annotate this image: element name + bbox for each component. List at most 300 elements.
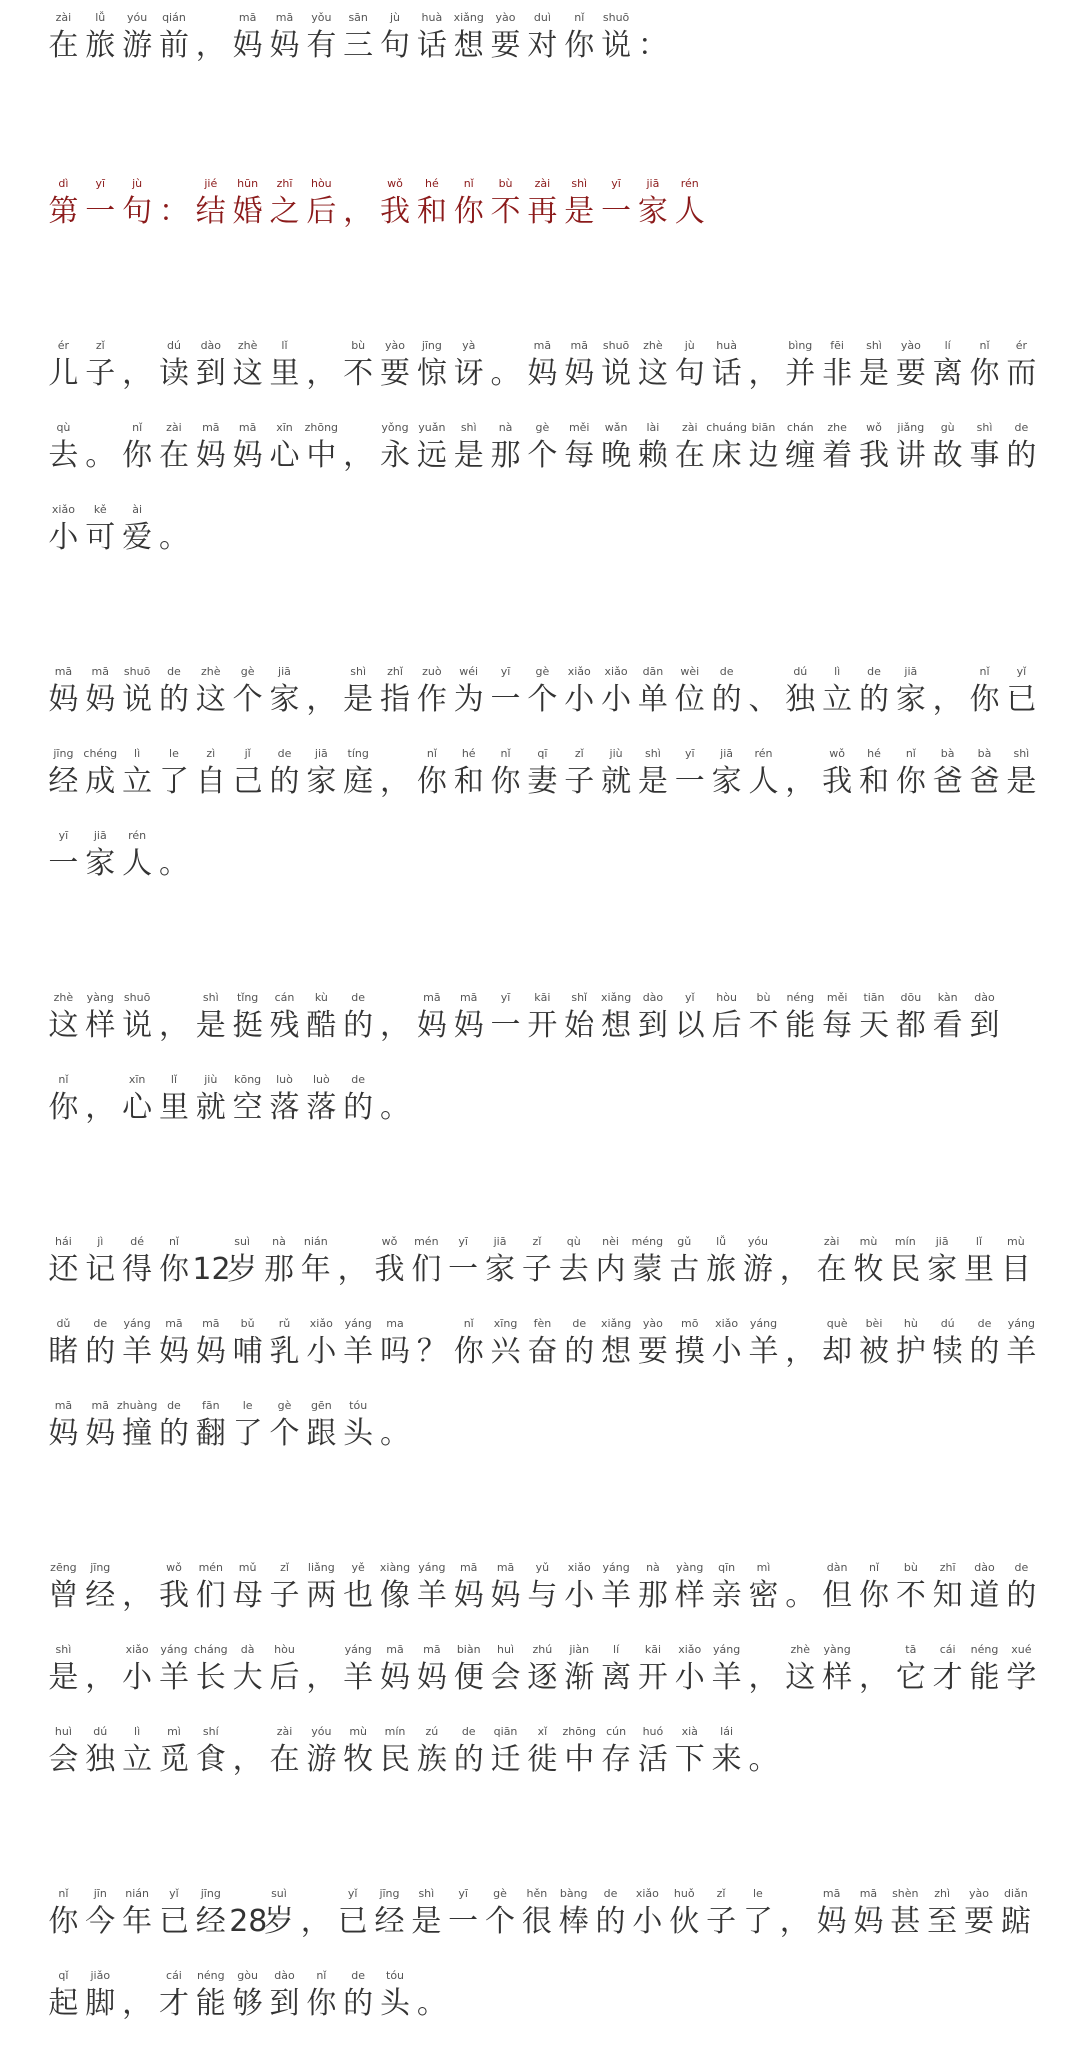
pinyin-annotation: xīn [128, 1073, 146, 1086]
pinyin-annotation: xiǎo [51, 503, 75, 516]
pinyin-annotation: zhì [934, 1887, 951, 1900]
hanzi-char: 子 zǐ [266, 1576, 303, 1616]
pinyin-annotation: nǐ [426, 747, 437, 760]
pinyin-annotation: méng [631, 1235, 664, 1248]
pinyin-annotation: lì [134, 1725, 141, 1738]
hanzi-char: 。 [158, 846, 189, 881]
pinyin-annotation: dú [166, 339, 181, 352]
pinyin-annotation: lì [134, 747, 141, 760]
hanzi-char: 就 jiù [192, 1088, 229, 1128]
hanzi-char: 很 hěn [518, 1902, 555, 1942]
hanzi-char: 位 wèi [671, 680, 708, 720]
hanzi-char: 。 [85, 438, 116, 473]
hanzi-char: 后 hòu [708, 1006, 745, 1046]
hanzi-char: 存 cún [598, 1740, 635, 1780]
hanzi-char: 是 shì [450, 436, 487, 476]
pinyin-annotation: de [603, 1887, 618, 1900]
pinyin-annotation: shì [1013, 747, 1030, 760]
pinyin-annotation: yáng [418, 1561, 446, 1574]
pinyin-annotation: lǐ [975, 1235, 983, 1248]
hanzi-char: 妈 mā [192, 1332, 229, 1372]
pinyin-annotation: mā [459, 991, 478, 1004]
pinyin-annotation: xīn [276, 421, 293, 434]
pinyin-annotation: kě [93, 503, 107, 516]
article-body [45, 10, 1040, 2050]
pinyin-annotation: yào [968, 1887, 989, 1900]
hanzi-char: 妈 mā [377, 1658, 414, 1698]
pinyin-annotation: jiàn [569, 1643, 590, 1656]
hanzi-char: 羊 yáng [340, 1658, 377, 1698]
hanzi-char: 经 jīng [82, 1576, 119, 1616]
hanzi-char: 庭 tíng [340, 762, 377, 802]
hanzi-char: 床 chuáng [708, 436, 745, 476]
hanzi-char: 一 yī [82, 192, 119, 232]
text-line [45, 10, 1040, 92]
pinyin-annotation: xiǎo [125, 1643, 149, 1656]
pinyin-annotation: xiǎo [604, 665, 628, 678]
hanzi-char: 目 mù [997, 1250, 1034, 1290]
hanzi-char: 睹 dǔ [45, 1332, 82, 1372]
hanzi-char: 在 zài [813, 1250, 850, 1290]
hanzi-char: 记 jì [82, 1250, 119, 1290]
pinyin-annotation: mā [533, 339, 552, 352]
hanzi-char: 要 yào [961, 1902, 998, 1942]
hanzi-char: 。 [490, 356, 521, 391]
hanzi-char: 我 wǒ [371, 1250, 408, 1290]
hanzi-char: 翻 fān [192, 1414, 229, 1454]
text-line [45, 664, 1040, 746]
pinyin-annotation: yǐ [347, 1887, 358, 1900]
pinyin-annotation: biān [751, 421, 776, 434]
hanzi-char: 妈 mā [229, 436, 266, 476]
pinyin-annotation: yī [458, 1235, 468, 1248]
hanzi-char: 家 jiā [924, 1250, 961, 1290]
hanzi-char: 中 zhōng [303, 436, 340, 476]
pinyin-annotation: xiǎo [715, 1317, 739, 1330]
hanzi-char: 家 jiā [266, 680, 303, 720]
hanzi-char: 独 dú [782, 680, 819, 720]
pinyin-annotation: kōng [234, 1073, 262, 1086]
hanzi-char: 羊 yáng [119, 1332, 156, 1372]
hanzi-char: 是 shì [856, 354, 893, 394]
pinyin-annotation: nǐ [905, 747, 916, 760]
hanzi-char: 缠 chán [782, 436, 819, 476]
pinyin-annotation: jiā [646, 177, 660, 190]
pinyin-annotation: jiā [314, 747, 328, 760]
pinyin-annotation: rén [680, 177, 699, 190]
hanzi-char: 人 rén [671, 192, 708, 232]
pinyin-annotation: mā [54, 1399, 73, 1412]
hanzi-char: 立 lì [119, 1740, 156, 1780]
pinyin-annotation: lǐ [281, 339, 288, 352]
hanzi-char: 对 duì [524, 26, 561, 66]
pinyin-annotation: dà [240, 1643, 255, 1656]
hanzi-char: ， [158, 1008, 189, 1043]
hanzi-char: 民 mín [377, 1740, 414, 1780]
pinyin-annotation: lí [613, 1643, 620, 1656]
pinyin-annotation: zhe [827, 421, 847, 434]
hanzi-char: 成 chéng [82, 762, 119, 802]
hanzi-char: 年 nián [119, 1902, 156, 1942]
pinyin-annotation: lái [720, 1725, 734, 1738]
pinyin-annotation: zhuàng [116, 1399, 158, 1412]
pinyin-annotation: mì [756, 1561, 771, 1574]
pinyin-annotation: nǐ [979, 665, 990, 678]
hanzi-char: 句 jù [377, 26, 414, 66]
hanzi-char: 爸 bà [966, 762, 1003, 802]
pinyin-annotation: kù [314, 991, 328, 1004]
hanzi-char: 经 jīng [45, 762, 82, 802]
hanzi-char: 始 shǐ [561, 1006, 598, 1046]
hanzi-char: 两 liǎng [303, 1576, 340, 1616]
pinyin-annotation: lí [944, 339, 951, 352]
hanzi-char: 了 le [740, 1902, 777, 1942]
pinyin-annotation: tóu [386, 1969, 405, 1982]
pinyin-annotation: shí [202, 1725, 219, 1738]
hanzi-char: 里 lǐ [156, 1088, 193, 1128]
hanzi-char: 的 de [592, 1902, 629, 1942]
pinyin-annotation: dào [642, 991, 664, 1004]
pinyin-annotation: tiān [863, 991, 885, 1004]
hanzi-char: 母 mǔ [229, 1576, 266, 1616]
pinyin-annotation: jiā [278, 665, 291, 678]
pinyin-annotation: yī [500, 991, 511, 1004]
pinyin-annotation: rén [754, 747, 773, 760]
pinyin-annotation: wéi [459, 665, 479, 678]
pinyin-annotation: zǐ [532, 1235, 542, 1248]
hanzi-char: 渐 jiàn [561, 1658, 598, 1698]
hanzi-char: 话 huà [413, 26, 450, 66]
hanzi-char: 为 wéi [450, 680, 487, 720]
pinyin-annotation: dào [974, 991, 995, 1004]
hanzi-char: 家 jiā [303, 762, 340, 802]
pinyin-annotation: biàn [456, 1643, 481, 1656]
hanzi-char: ， [300, 1904, 331, 1939]
pinyin-annotation: shèn [892, 1887, 919, 1900]
pinyin-annotation: zǐ [716, 1887, 726, 1900]
pinyin-annotation: tíng [347, 747, 369, 760]
hanzi-char: 想 xiǎng [450, 26, 487, 66]
hanzi-char: 中 zhōng [561, 1740, 598, 1780]
pinyin-annotation: nà [498, 421, 513, 434]
pinyin-annotation: jiù [609, 747, 623, 760]
hanzi-char: 的 de [340, 1984, 377, 2024]
pinyin-annotation: hěn [526, 1887, 548, 1900]
pinyin-annotation: wǒ [866, 421, 882, 434]
pinyin-annotation: ma [386, 1317, 404, 1330]
pinyin-annotation: wǎn [604, 421, 628, 434]
hanzi-char: 经 jīng [192, 1902, 229, 1942]
pinyin-annotation: mā [202, 1317, 220, 1330]
pinyin-annotation: bù [351, 339, 366, 352]
hanzi-char: 你 nǐ [45, 1088, 82, 1128]
pinyin-annotation: chán [786, 421, 814, 434]
hanzi-char: 一 yī [598, 192, 635, 232]
pinyin-annotation: wǒ [829, 747, 845, 760]
pinyin-annotation: bìng [788, 339, 813, 352]
pinyin-annotation: jù [684, 339, 695, 352]
hanzi-char: 们 mén [192, 1576, 229, 1616]
pinyin-annotation: luò [312, 1073, 330, 1086]
hanzi-char: 心 xīn [266, 436, 303, 476]
hanzi-char: 羊 yáng [1003, 1332, 1040, 1372]
hanzi-char: 到 dào [635, 1006, 672, 1046]
hanzi-char: ， [748, 356, 779, 391]
hanzi-char: 爱 ài [119, 518, 156, 558]
pinyin-annotation: kàn [937, 991, 958, 1004]
pinyin-annotation: de [277, 747, 292, 760]
hanzi-char: 是 shì [340, 680, 377, 720]
pinyin-annotation: lǚ [716, 1235, 727, 1248]
pinyin-annotation: ài [132, 503, 142, 516]
hanzi-char: 旅 lǚ [703, 1250, 740, 1290]
pinyin-annotation: hòu [716, 991, 737, 1004]
hanzi-char: 说 shuō [119, 1006, 156, 1046]
hanzi-char: 妈 mā [45, 1414, 82, 1454]
hanzi-char: ， [858, 1660, 889, 1695]
pinyin-annotation: yī [458, 1887, 468, 1900]
hanzi-char: 的 de [156, 680, 193, 720]
hanzi-char: 妈 mā [450, 1006, 487, 1046]
hanzi-char: 在 zài [671, 436, 708, 476]
hanzi-char: 牧 mù [340, 1740, 377, 1780]
text-line [45, 1642, 1040, 1724]
pinyin-annotation: mā [423, 1643, 441, 1656]
pinyin-annotation: jīng [421, 339, 442, 352]
hanzi-char: 家 jiā [82, 844, 119, 884]
text-line [45, 1560, 1040, 1642]
hanzi-char: 你 nǐ [561, 26, 598, 66]
pinyin-annotation: mā [165, 1317, 183, 1330]
pinyin-annotation: shì [460, 421, 477, 434]
pinyin-annotation: hé [461, 747, 476, 760]
pinyin-annotation: yàng [676, 1561, 704, 1574]
hanzi-char: 便 biàn [450, 1658, 487, 1698]
hanzi-char: 道 dào [966, 1576, 1003, 1616]
hanzi-char: 不 bù [487, 192, 524, 232]
pinyin-annotation: shì [55, 1643, 72, 1656]
pinyin-annotation: ér [57, 339, 70, 352]
hanzi-char: ， [779, 1252, 810, 1287]
hanzi-char: 妈 mā [813, 1902, 850, 1942]
hanzi-char: 在 zài [266, 1740, 303, 1780]
hanzi-char: ， [306, 356, 337, 391]
pinyin-annotation: xiǎo [309, 1317, 333, 1330]
pinyin-annotation: měi [826, 991, 848, 1004]
hanzi-char: 小 xiǎo [671, 1658, 708, 1698]
pinyin-annotation: mā [386, 1643, 404, 1656]
hanzi-char: 在 zài [156, 436, 193, 476]
pinyin-annotation: de [977, 1317, 992, 1330]
pinyin-annotation: gǔ [677, 1235, 692, 1248]
hanzi-char: 犊 dú [929, 1332, 966, 1372]
hanzi-char: 。 [380, 1416, 411, 1451]
pinyin-annotation: cháng [193, 1643, 228, 1656]
body-paragraph [45, 338, 1040, 584]
hanzi-char: 护 hù [892, 1332, 929, 1372]
pinyin-annotation: xiǎo [567, 1561, 591, 1574]
hanzi-char: 妈 mā [82, 680, 119, 720]
hanzi-char: 第 dì [45, 192, 82, 232]
pinyin-annotation: suì [271, 1887, 287, 1900]
hanzi-char: 样 yàng [671, 1576, 708, 1616]
text-line [45, 420, 1040, 502]
hanzi-char: 也 yě [340, 1576, 377, 1616]
pinyin-annotation: xué [1011, 1643, 1032, 1656]
pinyin-annotation: mā [238, 11, 257, 24]
hanzi-char: 酷 kù [303, 1006, 340, 1046]
hanzi-char: 活 huó [635, 1740, 672, 1780]
hanzi-char: ， [306, 1660, 337, 1695]
pinyin-annotation: néng [786, 991, 815, 1004]
pinyin-annotation: xǐ [537, 1725, 548, 1738]
hanzi-char: 开 kāi [524, 1006, 561, 1046]
pinyin-annotation: bù [756, 991, 771, 1004]
hanzi-char: 却 què [819, 1332, 856, 1372]
hanzi-char: 一 yī [671, 762, 708, 802]
hanzi-char: 脚 jiǎo [82, 1984, 119, 2024]
pinyin-annotation: nà [272, 1235, 286, 1248]
pinyin-annotation: luò [276, 1073, 293, 1086]
hanzi-char: 羊 yáng [413, 1576, 450, 1616]
pinyin-annotation: xiǎng [600, 991, 632, 1004]
pinyin-annotation: wǒ [381, 1235, 398, 1248]
hanzi-char: 立 lì [819, 680, 856, 720]
hanzi-char: 离 lí [929, 354, 966, 394]
pinyin-annotation: shǐ [571, 991, 588, 1004]
hanzi-char: ， [85, 1660, 116, 1695]
text-line [45, 1072, 1040, 1154]
hanzi-char: 头 tóu [340, 1414, 377, 1454]
hanzi-char: 游 yóu [303, 1740, 340, 1780]
hanzi-char: 你 nǐ [450, 1332, 487, 1372]
hanzi-char: 说 shuō [119, 680, 156, 720]
text-line [45, 1968, 1040, 2050]
hanzi-char: ， [380, 764, 411, 799]
pinyin-annotation: nián [125, 1887, 149, 1900]
hanzi-char: 开 kāi [635, 1658, 672, 1698]
hanzi-char: 羊 yáng [156, 1658, 193, 1698]
hanzi-char: ： [158, 194, 189, 229]
hanzi-char: 里 lǐ [961, 1250, 998, 1290]
pinyin-annotation: jiā [720, 747, 734, 760]
pinyin-annotation: jì [97, 1235, 104, 1248]
pinyin-annotation: lǐ [170, 1073, 178, 1086]
hanzi-char: 的 de [156, 1414, 193, 1454]
hanzi-char: 岁 suì [261, 1902, 298, 1942]
hanzi-char: 想 xiǎng [598, 1006, 635, 1046]
hanzi-char: ， [785, 764, 816, 799]
pinyin-annotation: shuō [123, 991, 151, 1004]
pinyin-annotation: dì [58, 177, 69, 190]
hanzi-char: 再 zài [524, 192, 561, 232]
pinyin-annotation: shuō [602, 11, 630, 24]
pinyin-annotation: huà [716, 339, 737, 352]
pinyin-annotation: nǐ [58, 1887, 69, 1900]
hanzi-char: ： [637, 28, 668, 63]
hanzi-char: 乳 rǔ [266, 1332, 303, 1372]
pinyin-annotation: dú [940, 1317, 955, 1330]
pinyin-annotation: yáng [123, 1317, 151, 1330]
hanzi-char: 我 wǒ [819, 762, 856, 802]
pinyin-annotation: jiā [93, 829, 107, 842]
pinyin-annotation: qiān [493, 1725, 518, 1738]
hanzi-char: 讲 jiǎng [892, 436, 929, 476]
hanzi-char: 子 zǐ [561, 762, 598, 802]
pinyin-annotation: de [351, 991, 366, 1004]
hanzi-char: 徙 xǐ [524, 1740, 561, 1780]
hanzi-char: 妈 mā [45, 680, 82, 720]
hanzi-char: ， [380, 1008, 411, 1043]
pinyin-annotation: zēng [50, 1561, 77, 1574]
hanzi-char: 单 dān [635, 680, 672, 720]
pinyin-annotation: xià [681, 1725, 698, 1738]
hanzi-char: 你 nǐ [45, 1902, 82, 1942]
hanzi-char: ， [122, 356, 153, 391]
hanzi-char: 游 yóu [740, 1250, 777, 1290]
text-line [45, 1316, 1040, 1398]
hanzi-char: 事 shì [966, 436, 1003, 476]
pinyin-annotation: le [753, 1887, 763, 1900]
hanzi-char: 族 zú [413, 1740, 450, 1780]
pinyin-annotation: mā [91, 1399, 109, 1412]
hanzi-char: 妈 mā [450, 1576, 487, 1616]
pinyin-annotation: dú [93, 1725, 108, 1738]
pinyin-annotation: yàng [823, 1643, 851, 1656]
pinyin-annotation: mā [202, 421, 220, 434]
hanzi-char: ， [195, 28, 226, 63]
pinyin-annotation: nèi [602, 1235, 619, 1248]
hanzi-char: 游 yóu [119, 26, 156, 66]
pinyin-annotation: qù [56, 421, 71, 434]
hanzi-char: ， [232, 1742, 263, 1777]
hanzi-char: 句 jù [119, 192, 156, 232]
pinyin-annotation: yào [900, 339, 921, 352]
pinyin-annotation: kāi [644, 1643, 661, 1656]
hanzi-char: 才 cái [156, 1984, 193, 2024]
pinyin-annotation: kāi [534, 991, 551, 1004]
pinyin-annotation: nǐ [58, 1073, 69, 1086]
hanzi-char: 逐 zhú [524, 1658, 561, 1698]
pinyin-annotation: xiǎng [600, 1317, 632, 1330]
text-line [45, 338, 1040, 420]
pinyin-annotation: yuǎn [418, 421, 446, 434]
hanzi-char: 曾 zēng [45, 1576, 82, 1616]
pinyin-annotation: yǒu [311, 11, 332, 24]
hanzi-char: 奋 fèn [524, 1332, 561, 1372]
pinyin-annotation: yǔ [535, 1561, 550, 1574]
hanzi-char: 你 nǐ [413, 762, 450, 802]
hanzi-char: 儿 ér [45, 354, 82, 394]
pinyin-annotation: zǐ [280, 1561, 289, 1574]
hanzi-char: 来 lái [708, 1740, 745, 1780]
hanzi-char: 吗 ma [377, 1332, 414, 1372]
pinyin-annotation: de [351, 1969, 366, 1982]
hanzi-char: 你 nǐ [119, 436, 156, 476]
body-paragraph [45, 1886, 1040, 2050]
pinyin-annotation: zuò [422, 665, 442, 678]
hanzi-char: 觅 mì [156, 1740, 193, 1780]
hanzi-char: 一 yī [445, 1902, 482, 1942]
pinyin-annotation: mā [459, 1561, 478, 1574]
hanzi-char: 28 [229, 1904, 268, 1939]
pinyin-annotation: xīng [493, 1317, 518, 1330]
hanzi-char: 和 hé [856, 762, 893, 802]
text-line [45, 502, 1040, 584]
pinyin-annotation: měi [568, 421, 590, 434]
hanzi-char: 小 xiǎo [561, 680, 598, 720]
heading-line [45, 176, 1040, 258]
